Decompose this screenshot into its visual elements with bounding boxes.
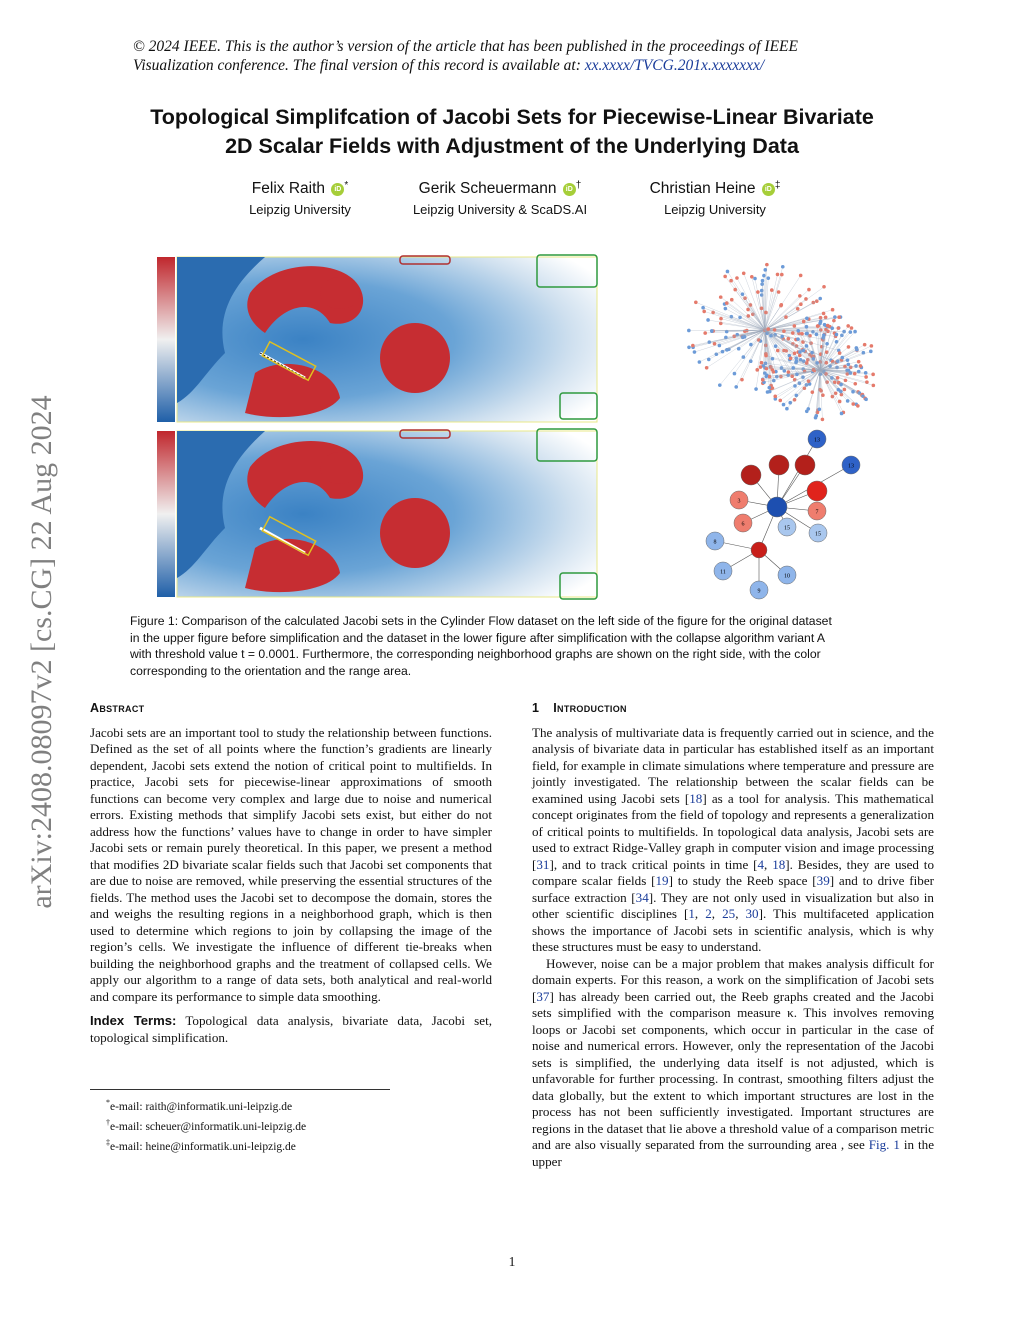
- graph-node: [760, 282, 764, 286]
- graph-node: [795, 373, 799, 377]
- graph-edge: [737, 278, 765, 330]
- graph-node: [787, 370, 791, 374]
- graph-edge: [765, 330, 844, 332]
- citation-link[interactable]: 25: [722, 906, 736, 921]
- graph-node: [837, 326, 841, 330]
- graph-node: [824, 361, 828, 365]
- paper-title: [60, 103, 964, 161]
- graph-node: [826, 324, 830, 328]
- index-terms: [90, 1013, 492, 1046]
- graph-node: [859, 364, 863, 368]
- footnote: [106, 1095, 486, 1115]
- graph-node: [687, 329, 691, 333]
- graph-node: [807, 288, 811, 292]
- title-line-1: Topological Simplifcation of Jacobi Sets for Piecewise-Linear Bivariate: [150, 105, 874, 129]
- graph-node: [694, 300, 698, 304]
- graph-node: [780, 273, 784, 277]
- graph-node: [789, 357, 793, 361]
- graph-node: [802, 320, 806, 324]
- graph-node-label: 15: [815, 531, 821, 538]
- graph-node: [853, 372, 857, 376]
- caption-line-3: with threshold value t = 0.0001. Furthermore, the corresponding neighborhood graphs are shown on the right side, with the color: [130, 647, 821, 661]
- graph-node: [802, 349, 806, 353]
- graph-node: [766, 276, 770, 280]
- graph-node: [782, 329, 786, 333]
- citation-link[interactable]: 30: [745, 906, 759, 921]
- cylinder-flow-figure: [155, 253, 600, 603]
- graph-node: [816, 324, 820, 328]
- author-mark: *: [344, 180, 349, 191]
- graph-node: [807, 407, 811, 411]
- figure-caption: [130, 613, 900, 679]
- graph-node: [846, 324, 850, 328]
- graph-node: [795, 359, 799, 363]
- graph-node: [703, 331, 707, 335]
- neighborhood-graphs-figure: [655, 245, 895, 610]
- simplified-neighborhood-graph: [706, 430, 860, 599]
- graph-node: [853, 382, 857, 386]
- orcid-icon[interactable]: iD: [331, 183, 344, 196]
- citation-link[interactable]: 1: [688, 906, 695, 921]
- graph-node: [776, 349, 780, 353]
- graph-node: [821, 418, 825, 422]
- author-block-2: [395, 180, 605, 217]
- colormap-legend-lower: [157, 431, 175, 597]
- graph-node: [839, 383, 843, 387]
- graph-node: [847, 345, 851, 349]
- graph-node: [871, 373, 875, 377]
- graph-node: [734, 385, 738, 389]
- graph-node: [710, 329, 714, 333]
- abstract-column: [90, 700, 492, 1046]
- graph-node: [799, 274, 803, 278]
- graph-node: [840, 356, 844, 360]
- graph-node: [729, 279, 733, 283]
- graph-edge: [725, 309, 765, 330]
- graph-node: [788, 401, 792, 405]
- author-block-3: [630, 180, 800, 217]
- doi-link[interactable]: xx.xxxx/TVCG.201x.xxxxxxx/: [584, 57, 765, 74]
- graph-node: [719, 317, 723, 321]
- graph-node: [864, 375, 868, 379]
- author-affiliation: Leipzig University: [664, 202, 766, 217]
- introduction-heading: [532, 700, 934, 717]
- graph-node: [838, 400, 842, 404]
- author-affiliation: Leipzig University: [249, 202, 351, 217]
- graph-node: [725, 301, 729, 305]
- graph-node: [857, 360, 861, 364]
- field-panel-upper: [177, 255, 597, 422]
- author-name: Christian Heine: [649, 180, 756, 197]
- graph-node-label: 13: [848, 463, 854, 470]
- graph-node: [795, 455, 815, 475]
- graph-node: [766, 327, 770, 331]
- graph-node: [811, 390, 815, 394]
- graph-node: [799, 302, 803, 306]
- graph-node: [819, 320, 823, 324]
- graph-node: [706, 318, 710, 322]
- graph-node: [741, 465, 761, 485]
- section-title: Introduction: [553, 701, 627, 715]
- graph-node: [764, 375, 768, 379]
- graph-node: [726, 270, 730, 274]
- graph-node: [834, 391, 838, 395]
- graph-node: [774, 344, 778, 348]
- graph-node: [854, 364, 858, 368]
- page-number: 1: [508, 1254, 516, 1269]
- graph-node: [791, 366, 795, 370]
- graph-node-label: 15: [784, 525, 790, 532]
- graph-node: [780, 335, 784, 339]
- section-number: 1: [532, 701, 540, 715]
- graph-node: [870, 344, 874, 348]
- footnote-text: e-mail: scheuer@informatik.uni-leipzig.de: [110, 1120, 307, 1133]
- graph-node: [772, 379, 776, 383]
- copyright-line-2-text: Visualization conference. The final version of this record is available at:: [133, 57, 585, 74]
- caption-line-2: in the upper figure before simplification and the dataset in the lower figure after simplification with the collapse algorithm variant A: [130, 630, 826, 645]
- graph-node: [872, 384, 876, 388]
- citation-link[interactable]: Fig. 1: [868, 1137, 900, 1152]
- graph-node: [754, 387, 758, 391]
- index-terms-label: Index Terms:: [90, 1013, 177, 1028]
- caption-line-1: Figure 1: Comparison of the calculated Jacobi sets in the Cylinder Flow dataset on the left side of the figure for the original dataset: [130, 614, 832, 628]
- graph-node: [798, 350, 802, 354]
- graph-node: [773, 395, 777, 399]
- graph-node: [702, 310, 706, 314]
- graph-node: [793, 324, 797, 328]
- graph-node: [770, 368, 774, 372]
- graph-node: [849, 330, 853, 334]
- graph-node-label: 6: [741, 521, 745, 528]
- graph-node: [864, 398, 868, 402]
- graph-node: [798, 354, 802, 358]
- graph-node: [782, 349, 786, 353]
- graph-node: [778, 399, 782, 403]
- author-block-1: [220, 180, 380, 217]
- graph-node-label: 9: [757, 588, 761, 595]
- graph-node: [764, 354, 768, 358]
- graph-node: [718, 383, 722, 387]
- citation-link[interactable]: 31: [536, 856, 550, 872]
- graph-node: [864, 371, 868, 375]
- footnote-mark: †: [106, 1117, 110, 1127]
- graph-node: [833, 315, 837, 319]
- graph-node: [768, 375, 772, 379]
- citation-link[interactable]: 19: [655, 873, 669, 888]
- graph-node: [840, 412, 844, 416]
- graph-node: [721, 350, 725, 354]
- graph-node: [800, 332, 804, 336]
- graph-node: [693, 350, 697, 354]
- author-affiliation: Leipzig University & ScaDS.AI: [412, 202, 588, 217]
- graph-edge: [714, 330, 765, 344]
- introduction-paragraph-1: The analysis of multivariate data is frequently carried out in science, and the analysis of bivariate data in particular has established itself as an important field, for example in climate simulations where temperature and pressure are jointly investigated. The relationship between the scalar fields can be examined using Jacobi sets [18] as a tool for analysis. This mathematical concept originates from the field of topology and represents a generalization of critical points to multifields. In topological data analysis, Jacobi sets are used to extract Ridge-Valley graph in computer vision and image processing [31], and to track critical points in time [4, 18]. Besides, they are used to compare scalar fields [19] to study the Reeb space [39] and to drive fiber surface extraction [34]. They are not only used in visualization but also in other scientific disciplines [1, 2, 25, 30]. This multifaceted application shows the importance of Jacobi sets in scientific analysis, which is why these structures must be easy to understand.: [532, 724, 935, 954]
- graph-node: [863, 343, 867, 347]
- graph-node: [776, 273, 780, 277]
- graph-node: [724, 307, 728, 311]
- graph-node: [791, 331, 795, 335]
- introduction-paragraph-2: However, noise can be a major problem that makes analysis difficult for domain experts. For this reason, a work on the simplification of Jacobi sets [37] has already been carried out, the Reeb graphs created and the Jacobi sets simplified with the comparison measure κ. This involves removing loops or Jacobi set components, which occur in particular in the case of noise and numerical errors. However, only the representation of the Jacobi sets is simplified, the underlying data itself is not adjusted, which is unfavorable for further processing. In contrast, smoothing filters adjust the data globally, but the extent to which important structures are lost in the process has not been sufficiently investigated. Important structures are regions in the dataset that lie above a threshold value of a comparison metric and are also visually separated from the surrounding area , see Fig. 1 in the upper: [532, 955, 935, 1169]
- arxiv-stamp: arXiv:2408.08097v2 [cs.CG] 22 Aug 2024: [25, 395, 58, 909]
- graph-node-label: 13: [814, 437, 820, 444]
- graph-node: [843, 388, 847, 392]
- graph-node: [828, 364, 832, 368]
- graph-node: [825, 350, 829, 354]
- graph-edge: [708, 320, 765, 330]
- graph-node: [698, 360, 702, 364]
- graph-node: [822, 312, 826, 316]
- graph-node: [822, 285, 826, 289]
- orcid-icon[interactable]: iD: [762, 183, 775, 196]
- citation-link[interactable]: 2: [705, 906, 712, 921]
- graph-node: [798, 294, 802, 298]
- graph-node: [818, 407, 822, 411]
- graph-node: [836, 376, 840, 380]
- graph-node: [759, 365, 763, 369]
- graph-node: [770, 288, 774, 292]
- graph-node: [815, 333, 819, 337]
- graph-node: [760, 307, 764, 311]
- footnotes: [106, 1095, 486, 1154]
- graph-node-label: 8: [713, 539, 717, 546]
- graph-node: [767, 386, 771, 390]
- graph-node: [844, 379, 848, 383]
- graph-node: [777, 290, 781, 294]
- graph-node: [742, 355, 746, 359]
- graph-node-label: 10: [784, 573, 790, 580]
- author-mark: ‡: [774, 180, 781, 191]
- footnote: [106, 1115, 486, 1135]
- graph-node: [796, 337, 800, 341]
- graph-node: [856, 404, 860, 408]
- copyright-line-2: [133, 56, 913, 75]
- graph-node: [687, 345, 691, 349]
- graph-node: [701, 306, 705, 310]
- graph-node: [780, 303, 784, 307]
- citation-link[interactable]: 37: [536, 988, 550, 1004]
- graph-node: [837, 388, 841, 392]
- citation-link[interactable]: 4: [757, 856, 765, 872]
- graph-node: [766, 390, 770, 394]
- abstract-text: Jacobi sets are an important tool to study the relationship between functions. Defined as the set of all points where the function’s gradients are linearly dependent, Jacobi sets extend the notion of critical point to multifields. In practice, Jacobi sets for piecewise-linear approximations of smooth functions can become very complex and large due to noise and numerical errors. Existing methods that simplify Jacobi sets exist, but either do not address how the functions’ values have to change in order to have simpler Jacobi sets or remain purely theoretical. In this paper, we present a method that modifies 2D bivariate scalar fields such that Jacobi set components that are due to noise are removed, while preserving the essential structures of the fields. The method uses the Jacobi set to decompose the domain, stores the and weighs the resulting regions in a neighborhood graph, which is then used to determine which regions to join by collapsing the image of the region’s cells. We investigate the influence of different tie-breaks when building the neighborhood graphs and the treatment of collapsed cells. We apply our algorithm to a range of data sets, both analytical and real-world and compare its performance to simple data smoothing.: [90, 724, 492, 1004]
- graph-node: [742, 272, 746, 276]
- graph-node: [753, 277, 757, 281]
- graph-node: [769, 455, 789, 475]
- graph-node: [735, 276, 739, 280]
- graph-node: [851, 390, 855, 394]
- citation-link[interactable]: 18: [689, 790, 703, 806]
- graph-node: [750, 275, 754, 279]
- graph-node: [719, 295, 723, 299]
- large-neighborhood-graph: [687, 263, 875, 421]
- graph-node: [746, 308, 750, 312]
- graph-node: [869, 350, 873, 354]
- introduction-column: [532, 700, 934, 1170]
- graph-node: [846, 399, 850, 403]
- field-panel-lower: [177, 429, 597, 599]
- title-line-2: 2D Scalar Fields with Adjustment of the Underlying Data: [225, 134, 799, 158]
- graph-node: [805, 344, 809, 348]
- graph-node-label: 7: [815, 509, 819, 516]
- graph-edge: [765, 317, 826, 330]
- graph-node: [783, 369, 787, 373]
- graph-node: [825, 342, 829, 346]
- footnote-text: e-mail: heine@informatik.uni-leipzig.de: [110, 1140, 296, 1153]
- graph-node: [738, 316, 742, 320]
- graph-node: [831, 308, 835, 312]
- copyright-notice: [133, 37, 913, 75]
- graph-node: [796, 329, 800, 333]
- graph-node: [849, 366, 853, 370]
- citation-link[interactable]: 18: [772, 856, 786, 872]
- footnote-divider: [90, 1089, 390, 1090]
- graph-edge: [713, 312, 765, 330]
- graph-node: [822, 333, 826, 337]
- graph-node: [763, 268, 767, 272]
- graph-node: [805, 325, 809, 329]
- graph-node: [723, 275, 727, 279]
- author-name: Gerik Scheuermann: [418, 180, 557, 197]
- graph-node: [756, 290, 760, 294]
- graph-node: [830, 326, 834, 330]
- graph-node: [761, 378, 765, 382]
- graph-node: [705, 366, 709, 370]
- graph-node: [805, 316, 809, 320]
- graph-node: [853, 330, 857, 334]
- graph-node: [782, 403, 786, 407]
- footnote-text: e-mail: raith@informatik.uni-leipzig.de: [110, 1100, 293, 1113]
- graph-node: [807, 481, 827, 501]
- graph-edge: [721, 297, 765, 330]
- graph-node: [751, 542, 767, 558]
- graph-node: [755, 368, 759, 372]
- graph-node: [733, 372, 737, 376]
- graph-node: [781, 265, 785, 269]
- graph-node-label: 11: [720, 569, 726, 576]
- graph-node: [819, 328, 823, 332]
- graph-node: [805, 332, 809, 336]
- orcid-icon[interactable]: iD: [563, 183, 576, 196]
- graph-node: [740, 378, 744, 382]
- citation-link[interactable]: 34: [635, 889, 649, 905]
- abstract-heading: Abstract: [90, 701, 145, 715]
- graph-edge: [765, 267, 783, 330]
- graph-node-label: 3: [737, 498, 741, 505]
- colormap-legend-upper: [157, 257, 175, 422]
- graph-edge: [699, 330, 765, 362]
- graph-node: [832, 319, 836, 323]
- graph-node: [761, 279, 765, 283]
- graph-node: [840, 334, 844, 338]
- index-terms-text: Topological data analysis, bivariate data, Jacobi set, topological simplification.: [90, 1013, 492, 1045]
- graph-node: [821, 393, 825, 397]
- graph-node: [850, 326, 854, 330]
- graph-node: [730, 298, 734, 302]
- author-mark: †: [575, 180, 582, 191]
- footnote-mark: ‡: [106, 1137, 110, 1147]
- graph-node: [785, 407, 789, 411]
- graph-node: [818, 297, 822, 301]
- graph-node: [857, 370, 861, 374]
- graph-node: [847, 363, 851, 367]
- footnote-mark: *: [106, 1098, 110, 1107]
- graph-node: [793, 352, 797, 356]
- footnote: [106, 1135, 486, 1155]
- graph-node: [814, 416, 818, 420]
- graph-node: [763, 371, 767, 375]
- graph-node: [760, 361, 764, 365]
- graph-node: [837, 315, 841, 319]
- graph-node: [749, 359, 753, 363]
- graph-node: [725, 330, 729, 334]
- graph-node: [765, 263, 769, 267]
- graph-node: [691, 344, 695, 348]
- graph-node: [819, 316, 823, 320]
- graph-node: [795, 394, 799, 398]
- graph-node: [767, 497, 787, 517]
- copyright-line-1: © 2024 IEEE. This is the author’s version of the article that has been published in the proceedings of IEEE: [133, 38, 798, 55]
- author-name: Felix Raith: [251, 180, 325, 197]
- graph-node: [725, 348, 729, 352]
- graph-node: [811, 330, 815, 334]
- graph-edge: [765, 330, 771, 388]
- caption-line-4: corresponding to the orientation and the range area.: [130, 663, 412, 678]
- graph-node: [835, 333, 839, 337]
- graph-node: [846, 358, 850, 362]
- graph-node: [737, 347, 741, 351]
- citation-link[interactable]: 39: [816, 873, 830, 888]
